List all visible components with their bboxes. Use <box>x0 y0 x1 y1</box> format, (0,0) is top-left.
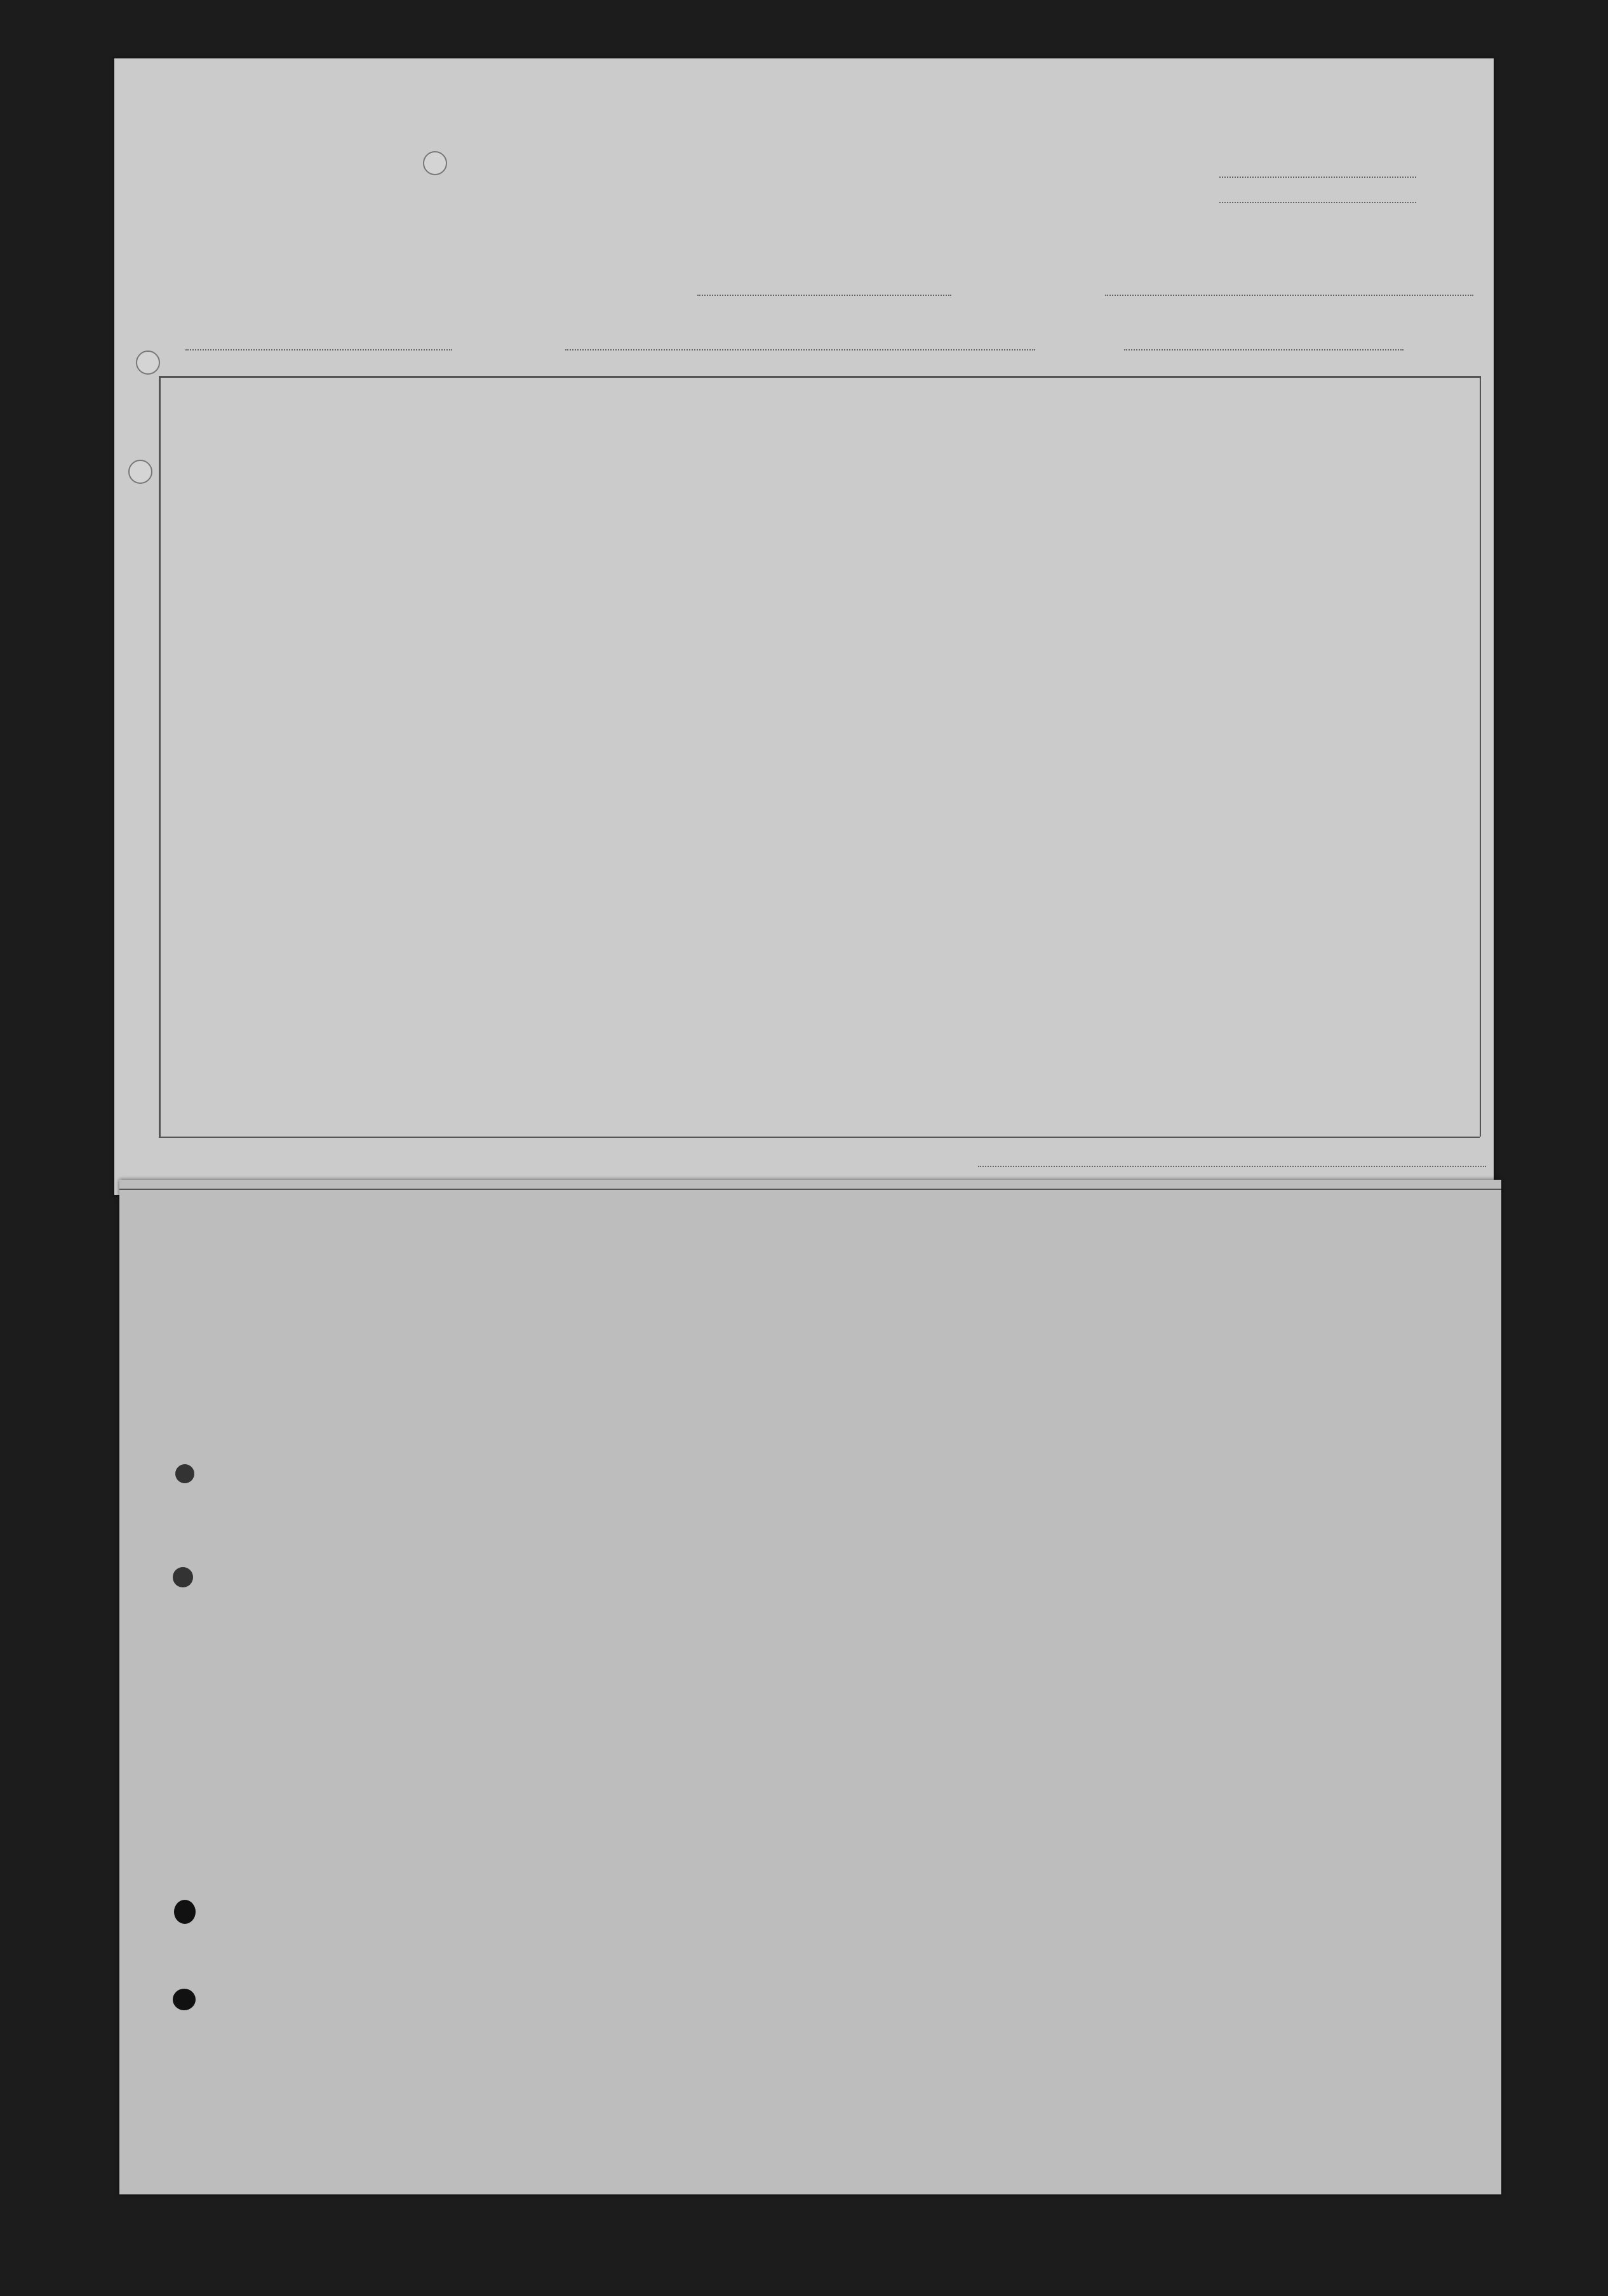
ink-blot <box>173 1567 193 1587</box>
ink-blot <box>174 1900 196 1924</box>
form-sheet-top <box>114 58 1494 1195</box>
punch-hole <box>423 151 447 175</box>
punch-hole <box>136 350 160 375</box>
ink-blot <box>173 1989 196 2010</box>
form-sheet-bottom <box>119 1180 1501 2194</box>
ink-blot <box>175 1464 194 1483</box>
punch-hole <box>128 460 152 484</box>
